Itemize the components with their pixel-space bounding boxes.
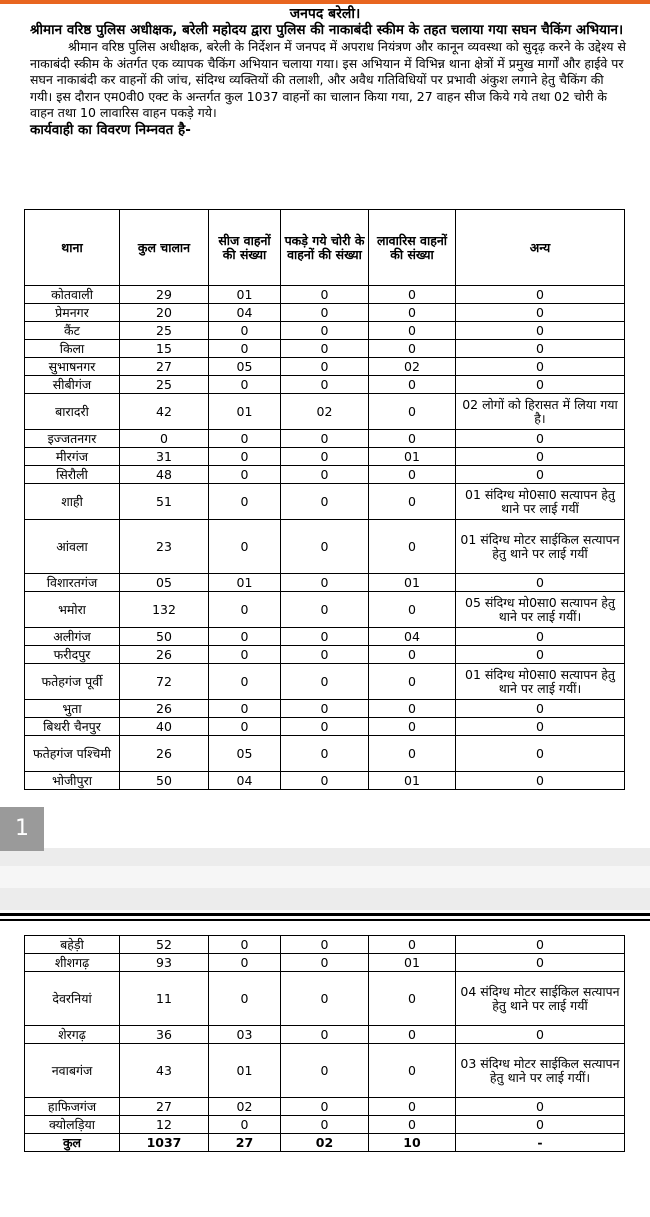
total-cell-station: कुल bbox=[25, 1134, 120, 1152]
cell-unclaimed: 0 bbox=[369, 936, 456, 954]
cell-other: 03 संदिग्ध मोटर साईकिल सत्यापन हेतु थाने पर लाई गयीं। bbox=[456, 1044, 625, 1098]
cell-station: कोतवाली bbox=[25, 286, 120, 304]
table-row bbox=[25, 322, 625, 340]
cell-station: सिरौली bbox=[25, 466, 120, 484]
cell-stolen: 0 bbox=[281, 772, 369, 790]
cell-seized: 0 bbox=[209, 448, 281, 466]
cell-total-challan: 132 bbox=[120, 592, 209, 628]
cell-seized: 0 bbox=[209, 700, 281, 718]
table-row bbox=[25, 1044, 625, 1098]
cell-station: भोजीपुरा bbox=[25, 772, 120, 790]
cell-unclaimed: 0 bbox=[369, 1116, 456, 1134]
cell-station: फरीदपुर bbox=[25, 646, 120, 664]
table-row bbox=[25, 520, 625, 574]
cell-other: 0 bbox=[456, 718, 625, 736]
cell-stolen: 02 bbox=[281, 394, 369, 430]
cell-unclaimed: 0 bbox=[369, 592, 456, 628]
cell-station: किला bbox=[25, 340, 120, 358]
table-row bbox=[25, 664, 625, 700]
page-number-badge: 1 bbox=[0, 807, 44, 851]
cell-other: 0 bbox=[456, 376, 625, 394]
cell-total-challan: 26 bbox=[120, 736, 209, 772]
cell-stolen: 0 bbox=[281, 628, 369, 646]
cell-total-challan: 43 bbox=[120, 1044, 209, 1098]
cell-stolen: 0 bbox=[281, 954, 369, 972]
cell-unclaimed: 01 bbox=[369, 574, 456, 592]
page2-top-rule bbox=[0, 913, 650, 916]
cell-other: 0 bbox=[456, 1116, 625, 1134]
cell-stolen: 0 bbox=[281, 574, 369, 592]
cell-total-challan: 52 bbox=[120, 936, 209, 954]
cell-unclaimed: 0 bbox=[369, 718, 456, 736]
table-row bbox=[25, 574, 625, 592]
cell-station: बिथरी चैनपुर bbox=[25, 718, 120, 736]
cell-unclaimed: 0 bbox=[369, 484, 456, 520]
cell-stolen: 0 bbox=[281, 1116, 369, 1134]
col-header-unclaimed: लावारिस वाहनों की संख्या bbox=[369, 210, 456, 286]
cell-station: बहेड़ी bbox=[25, 936, 120, 954]
cell-station: फतेहगंज पश्चिमी bbox=[25, 736, 120, 772]
cell-total-challan: 93 bbox=[120, 954, 209, 972]
cell-other: 0 bbox=[456, 340, 625, 358]
cell-unclaimed: 0 bbox=[369, 340, 456, 358]
cell-stolen: 0 bbox=[281, 718, 369, 736]
cell-total-challan: 51 bbox=[120, 484, 209, 520]
cell-unclaimed: 0 bbox=[369, 466, 456, 484]
cell-station: विशारतगंज bbox=[25, 574, 120, 592]
cell-seized: 01 bbox=[209, 394, 281, 430]
page-gap bbox=[0, 848, 650, 910]
cell-total-challan: 50 bbox=[120, 772, 209, 790]
cell-total-challan: 23 bbox=[120, 520, 209, 574]
action-table-page2 bbox=[24, 935, 625, 1152]
cell-unclaimed: 0 bbox=[369, 376, 456, 394]
table-total-row bbox=[25, 1134, 625, 1152]
table-row bbox=[25, 772, 625, 790]
cell-station: मीरगंज bbox=[25, 448, 120, 466]
action-table-page1 bbox=[24, 209, 625, 790]
cell-other: 0 bbox=[456, 936, 625, 954]
total-cell-total-challan: 1037 bbox=[120, 1134, 209, 1152]
cell-seized: 0 bbox=[209, 646, 281, 664]
cell-stolen: 0 bbox=[281, 664, 369, 700]
cell-stolen: 0 bbox=[281, 430, 369, 448]
cell-unclaimed: 0 bbox=[369, 646, 456, 664]
cell-stolen: 0 bbox=[281, 304, 369, 322]
table-row bbox=[25, 466, 625, 484]
cell-station: आंवला bbox=[25, 520, 120, 574]
cell-total-challan: 27 bbox=[120, 358, 209, 376]
table-row bbox=[25, 430, 625, 448]
cell-total-challan: 40 bbox=[120, 718, 209, 736]
cell-total-challan: 15 bbox=[120, 340, 209, 358]
cell-total-challan: 20 bbox=[120, 304, 209, 322]
cell-unclaimed: 01 bbox=[369, 954, 456, 972]
cell-seized: 01 bbox=[209, 286, 281, 304]
cell-stolen: 0 bbox=[281, 484, 369, 520]
table-header-row bbox=[25, 210, 625, 286]
cell-other: 01 संदिग्ध मो0सा0 सत्यापन हेतु थाने पर लाई गयीं bbox=[456, 484, 625, 520]
cell-total-challan: 29 bbox=[120, 286, 209, 304]
cell-seized: 0 bbox=[209, 972, 281, 1026]
table-row bbox=[25, 700, 625, 718]
cell-station: शेरगढ़ bbox=[25, 1026, 120, 1044]
cell-unclaimed: 01 bbox=[369, 772, 456, 790]
total-cell-other: - bbox=[456, 1134, 625, 1152]
details-label: कार्यवाही का विवरण निम्नवत है- bbox=[30, 121, 191, 138]
cell-total-challan: 25 bbox=[120, 322, 209, 340]
cell-station: हाफिजगंज bbox=[25, 1098, 120, 1116]
table-row bbox=[25, 646, 625, 664]
cell-other: 01 संदिग्ध मोटर साईकिल सत्यापन हेतु थाने पर लाई गयीं bbox=[456, 520, 625, 574]
cell-unclaimed: 04 bbox=[369, 628, 456, 646]
cell-other: 0 bbox=[456, 322, 625, 340]
cell-total-challan: 50 bbox=[120, 628, 209, 646]
cell-seized: 0 bbox=[209, 936, 281, 954]
table-row bbox=[25, 286, 625, 304]
page2-top-rule-thin bbox=[0, 919, 650, 921]
cell-seized: 0 bbox=[209, 520, 281, 574]
cell-seized: 03 bbox=[209, 1026, 281, 1044]
table-row bbox=[25, 736, 625, 772]
cell-stolen: 0 bbox=[281, 1026, 369, 1044]
cell-station: प्रेमनगर bbox=[25, 304, 120, 322]
cell-other: 0 bbox=[456, 736, 625, 772]
col-header-seized: सीज वाहनों की संख्या bbox=[209, 210, 281, 286]
cell-stolen: 0 bbox=[281, 358, 369, 376]
table-row bbox=[25, 340, 625, 358]
cell-other: 0 bbox=[456, 448, 625, 466]
cell-unclaimed: 0 bbox=[369, 286, 456, 304]
cell-seized: 0 bbox=[209, 1116, 281, 1134]
cell-stolen: 0 bbox=[281, 322, 369, 340]
cell-stolen: 0 bbox=[281, 1044, 369, 1098]
col-header-stolen: पकड़े गये चोरी के वाहनों की संख्या bbox=[281, 210, 369, 286]
table-row bbox=[25, 394, 625, 430]
cell-unclaimed: 0 bbox=[369, 1044, 456, 1098]
cell-stolen: 0 bbox=[281, 700, 369, 718]
cell-unclaimed: 0 bbox=[369, 664, 456, 700]
cell-total-challan: 72 bbox=[120, 664, 209, 700]
cell-stolen: 0 bbox=[281, 376, 369, 394]
cell-unclaimed: 02 bbox=[369, 358, 456, 376]
cell-stolen: 0 bbox=[281, 286, 369, 304]
cell-other: 0 bbox=[456, 304, 625, 322]
cell-other: 01 संदिग्ध मो0सा0 सत्यापन हेतु थाने पर लाई गयीं। bbox=[456, 664, 625, 700]
table-row bbox=[25, 1098, 625, 1116]
cell-seized: 02 bbox=[209, 1098, 281, 1116]
cell-total-challan: 48 bbox=[120, 466, 209, 484]
cell-seized: 01 bbox=[209, 1044, 281, 1098]
cell-stolen: 0 bbox=[281, 340, 369, 358]
cell-total-challan: 12 bbox=[120, 1116, 209, 1134]
cell-other: 0 bbox=[456, 286, 625, 304]
cell-unclaimed: 0 bbox=[369, 700, 456, 718]
cell-seized: 05 bbox=[209, 736, 281, 772]
cell-total-challan: 05 bbox=[120, 574, 209, 592]
cell-seized: 05 bbox=[209, 358, 281, 376]
cell-stolen: 0 bbox=[281, 972, 369, 1026]
cell-other: 04 संदिग्ध मोटर साईकिल सत्यापन हेतु थाने पर लाई गयीं bbox=[456, 972, 625, 1026]
cell-seized: 0 bbox=[209, 430, 281, 448]
cell-other: 0 bbox=[456, 772, 625, 790]
cell-other: 0 bbox=[456, 466, 625, 484]
cell-total-challan: 26 bbox=[120, 646, 209, 664]
cell-stolen: 0 bbox=[281, 448, 369, 466]
cell-station: शीशगढ़ bbox=[25, 954, 120, 972]
cell-other: 0 bbox=[456, 646, 625, 664]
cell-stolen: 0 bbox=[281, 1098, 369, 1116]
cell-total-challan: 31 bbox=[120, 448, 209, 466]
cell-stolen: 0 bbox=[281, 466, 369, 484]
cell-station: सीबीगंज bbox=[25, 376, 120, 394]
cell-seized: 0 bbox=[209, 376, 281, 394]
table-row bbox=[25, 1116, 625, 1134]
cell-unclaimed: 0 bbox=[369, 394, 456, 430]
table-row bbox=[25, 484, 625, 520]
cell-seized: 0 bbox=[209, 954, 281, 972]
cell-station: इज्जतनगर bbox=[25, 430, 120, 448]
table-row bbox=[25, 972, 625, 1026]
cell-total-challan: 11 bbox=[120, 972, 209, 1026]
table-row bbox=[25, 718, 625, 736]
cell-stolen: 0 bbox=[281, 646, 369, 664]
table-row bbox=[25, 448, 625, 466]
cell-stolen: 0 bbox=[281, 936, 369, 954]
cell-stolen: 0 bbox=[281, 520, 369, 574]
cell-station: अलीगंज bbox=[25, 628, 120, 646]
cell-other: 0 bbox=[456, 430, 625, 448]
cell-other: 05 संदिग्ध मो0सा0 सत्यापन हेतु थाने पर लाई गयीं। bbox=[456, 592, 625, 628]
table-row bbox=[25, 358, 625, 376]
cell-station: भुता bbox=[25, 700, 120, 718]
cell-other: 0 bbox=[456, 954, 625, 972]
cell-unclaimed: 0 bbox=[369, 1026, 456, 1044]
total-cell-seized: 27 bbox=[209, 1134, 281, 1152]
cell-seized: 0 bbox=[209, 484, 281, 520]
cell-station: सुभाषनगर bbox=[25, 358, 120, 376]
cell-seized: 0 bbox=[209, 628, 281, 646]
cell-station: भमोरा bbox=[25, 592, 120, 628]
cell-seized: 04 bbox=[209, 772, 281, 790]
cell-total-challan: 36 bbox=[120, 1026, 209, 1044]
table-row bbox=[25, 936, 625, 954]
cell-seized: 0 bbox=[209, 592, 281, 628]
cell-total-challan: 27 bbox=[120, 1098, 209, 1116]
cell-seized: 0 bbox=[209, 340, 281, 358]
total-cell-stolen: 02 bbox=[281, 1134, 369, 1152]
cell-other: 0 bbox=[456, 1098, 625, 1116]
total-cell-unclaimed: 10 bbox=[369, 1134, 456, 1152]
cell-other: 02 लोगों को हिरासत में लिया गया है। bbox=[456, 394, 625, 430]
table-row bbox=[25, 304, 625, 322]
cell-total-challan: 26 bbox=[120, 700, 209, 718]
subject-line: श्रीमान वरिष्ठ पुलिस अधीक्षक, बरेली महोदय द्वारा पुलिस की नाकाबंदी स्कीम के तहत चलाया गया सघन चैकिंग अभियान। bbox=[30, 22, 624, 38]
cell-station: क्योलड़िया bbox=[25, 1116, 120, 1134]
cell-seized: 01 bbox=[209, 574, 281, 592]
cell-station: देवरनियां bbox=[25, 972, 120, 1026]
cell-unclaimed: 0 bbox=[369, 322, 456, 340]
cell-other: 0 bbox=[456, 1026, 625, 1044]
cell-unclaimed: 0 bbox=[369, 520, 456, 574]
col-header-other: अन्य bbox=[456, 210, 625, 286]
table-row bbox=[25, 592, 625, 628]
table-row bbox=[25, 954, 625, 972]
cell-seized: 0 bbox=[209, 466, 281, 484]
cell-unclaimed: 0 bbox=[369, 430, 456, 448]
cell-other: 0 bbox=[456, 574, 625, 592]
cell-total-challan: 25 bbox=[120, 376, 209, 394]
cell-seized: 0 bbox=[209, 718, 281, 736]
table-row bbox=[25, 628, 625, 646]
cell-station: शाही bbox=[25, 484, 120, 520]
cell-unclaimed: 01 bbox=[369, 448, 456, 466]
cell-unclaimed: 0 bbox=[369, 304, 456, 322]
col-header-station: थाना bbox=[25, 210, 120, 286]
cell-seized: 04 bbox=[209, 304, 281, 322]
table-row bbox=[25, 376, 625, 394]
table-row bbox=[25, 1026, 625, 1044]
cell-other: 0 bbox=[456, 358, 625, 376]
cell-station: बारादरी bbox=[25, 394, 120, 430]
cell-seized: 0 bbox=[209, 664, 281, 700]
cell-unclaimed: 0 bbox=[369, 736, 456, 772]
cell-seized: 0 bbox=[209, 322, 281, 340]
cell-other: 0 bbox=[456, 628, 625, 646]
cell-station: नवाबगंज bbox=[25, 1044, 120, 1098]
col-header-total-challan: कुल चालान bbox=[120, 210, 209, 286]
cell-station: फतेहगंज पूर्वी bbox=[25, 664, 120, 700]
cell-stolen: 0 bbox=[281, 592, 369, 628]
cell-other: 0 bbox=[456, 700, 625, 718]
district-heading: जनपद बरेली। bbox=[289, 6, 361, 22]
cell-stolen: 0 bbox=[281, 736, 369, 772]
body-paragraph: श्रीमान वरिष्ठ पुलिस अधीक्षक, बरेली के निर्देशन में जनपद में अपराध नियंत्रण और कानून व्यवस्था को सुदृढ़ करने के उद्देश्य से नाकाबंदी स्कीम के अंतर्गत एक व्यापक चैकिंग अभियान चलाया गया। इस अभियान में विभिन्न थाना क्षेत्रों में प्रमुख मार्गों और हाईवे पर सघन नाकाबंदी कर वाहनों की जांच, संदिग्ध व्यक्तियों की तलाशी, और अवैध गतिविधियों पर प्रभावी अंकुश लगाने हेतु चैकिंग की गयी। इस दौरान एम0वी0 एक्ट के अन्तर्गत कुल 1037 वाहनों का चालान किया गया, 27 वाहन सीज किये गये तथा 02 चोरी के वाहन तथा 10 लावारिस वाहन पकड़े गये। bbox=[30, 39, 626, 121]
cell-unclaimed: 0 bbox=[369, 972, 456, 1026]
cell-total-challan: 0 bbox=[120, 430, 209, 448]
cell-station: कैंट bbox=[25, 322, 120, 340]
cell-total-challan: 42 bbox=[120, 394, 209, 430]
cell-unclaimed: 0 bbox=[369, 1098, 456, 1116]
